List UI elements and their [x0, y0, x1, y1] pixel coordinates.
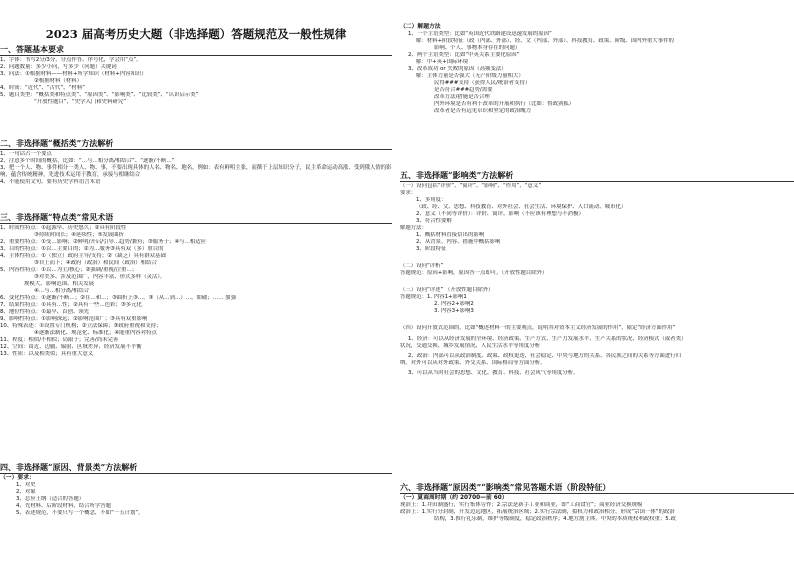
text-line: 解：中+英+国际环境 [416, 59, 469, 66]
section-heading: 一、答题基本要求 [0, 44, 392, 56]
text-line: 1、概括材料直接信出的影响 [416, 232, 485, 239]
text-line: 1、一句话占一个要点 [0, 151, 52, 157]
text-line: 6、变化性特点：①逐渐/不断…；②在…和…；③曲折上③…。③（从…到…）…，如破；…… 加强 [0, 295, 236, 302]
text-line: 政治上：1.实行分封制，开发边远地区，拓展统治区域；2.实行宗法制，拟权力和政治相分，形成“宗国一体”的政治 [400, 509, 675, 516]
sub-heading: （二）解题方法 [400, 24, 441, 30]
text-line: “开放性题目”，“史学入门和史料研究” [34, 99, 127, 106]
text-line: 2、政治：内部可以从政治制度、政策、政权更迭、社会稳定、中央与地方的关系、各民族之间的关系等方面进行归 [408, 353, 681, 360]
text-line: 10、特殊表述：①设置专门机构；②立法保障；③政府重视和支持； [0, 323, 162, 330]
section-common-terms [400, 482, 794, 523]
text-line: 3、问法：①根据材料——材料+所学知识（材料+内容知识） [0, 71, 147, 78]
text-line: 解题方法： [400, 225, 427, 232]
text-line: 4、时间：“近代”、“古代”、“材料” [0, 85, 85, 92]
text-line: 1、对史 [16, 482, 36, 488]
section-heading: 六、非选择题“原因类”“影响类”常见答题术语（阶段特征） [400, 482, 794, 494]
document-title: 2023 届高考历史大题（非选择题）答题规范及一般性规律 [45, 27, 347, 41]
text-line: 9、影响性特点：①影响深远；②影响范围广；③具有双重影响 [0, 316, 148, 323]
text-line: 5、题目类型：“概括类和特点类”、“原因类”、“影响类”、“比较类”、“认识启示类” [0, 92, 199, 99]
section-cause-background [0, 462, 392, 517]
sub-heading: （一）要求： [0, 475, 35, 481]
text-line: 3、总应土纲（适合的答题） [16, 496, 85, 503]
section-feature-terms [0, 212, 392, 358]
section-summary-method [0, 138, 392, 186]
text-line: 民得###支持（获得人民/统治者支持） [434, 80, 531, 87]
text-line: （三）设问“评述” （开放性题目除外） [400, 287, 494, 294]
text-line: 12、空间：由近、边疆、辐射、区域差异、经济发展不平衡 [0, 344, 142, 351]
section-basic-requirements [0, 44, 392, 106]
text-line: 2、问题数量：多少小问，写多少（问题）关键词 [0, 64, 117, 71]
text-line: （一）设问包括“评价”、“简评”、“影响”、“作用”、“意义” [400, 183, 542, 189]
text-line: 5、表述规范，不要只写一个概念，不如“一五计划”。 [16, 510, 144, 517]
section-heading: 三、非选择题“特点类”常见术语 [0, 212, 392, 224]
text-line: 内外环境是否有利于改革的开展和执行（比如：督政剑狐） [434, 101, 575, 108]
section-heading: 四、非选择题“原因、背景类”方法解析 [0, 462, 392, 474]
text-line: 2、从背景、内容、措施中概括影响 [416, 239, 501, 246]
text-line: 解：主体力量是否强大（无产阶级力量相大） [416, 73, 524, 80]
text-line: 影响、个人、事物本身存在的问题） [434, 45, 521, 52]
text-line: 11、程度：相似/不相似；局限于；完善/尚未完善 [0, 337, 119, 344]
text-line: 状况，交通交换、城乡发展情况、人民生活水平等角度分析 [400, 343, 541, 350]
text-line: 3、改革成功 or 失败的原因（高频变法） [408, 66, 507, 73]
text-line: 2、两个主语类型：比如“中英关系主要化原因” [408, 52, 520, 59]
text-line: 要求： [400, 190, 417, 197]
section-heading: 二、非选择题“概括类”方法解析 [0, 138, 392, 150]
text-line: 1、一个主语类型：比如“英国近代铁路建设迅速发展的原因” [408, 31, 552, 37]
text-line: 答题规范：原因+影响，原因答一点即可。（开放性题目除外） [400, 270, 548, 277]
text-line: 4、不能使用文句，要有历史学科语言术语 [0, 179, 101, 186]
text-line: 13、性质：以及相类似；具有重大意义 [0, 351, 94, 358]
text-line: 3、阶段特征 [416, 246, 447, 253]
text-line: 7、结果性特点：①具有…性；②具有一些…色彩；③多元化 [0, 302, 142, 309]
text-line: 1、经济：可以从经济发展的全环境、经济政策、生产方式、生产力发展水平、生产关系的状况、经济模式（或者类） [408, 336, 687, 343]
text-line: ③对美多、涉及范围广、内容丰富、形式多样（灵活）。 [34, 274, 166, 281]
text-line: 规模大、影响范围、相关发展 [24, 281, 95, 288]
text-line: 结构，3.推行礼乐制，维护等级制度，稳定政治秩序；4.地方割主体，中央的本质统权利政权重；5.政 [434, 516, 676, 523]
section-impact-method [400, 170, 794, 377]
text-line: 纳。对外可以从对外政策、外交关系、国际格局等方面分析。 [400, 360, 546, 367]
text-line: 解：材料+阶段特征（政（内部、外部）、经、文（内部、外部）、科技教育、政策、阶级、国内外重大事件的 [416, 38, 674, 45]
text-line: ③持续时间长；④延续性；⑤发展曲折 [34, 232, 124, 239]
text-line: ②根据材料（材料） [34, 78, 82, 85]
text-line: 3、把一个人、物、事件相分一类人、物、事，不要出现具体的人名、物名、地名，例如：表有鲜明主张，而撰于上层知识分子，民主革命运动高涨，受到俄人情的影响，蕴含传统精神，先进技术运用于教育，承接与相继结合 [0, 165, 392, 179]
text-line: 4、先材料、后阶段材料，结合所学答题 [16, 503, 112, 510]
text-line: ④逐渐法制化、规范化、标准化；④能重内容对特点 [34, 330, 157, 337]
section-heading: 五、非选择题“影响类”方法解析 [400, 170, 794, 182]
text-line: （二）设问“评析” [400, 263, 444, 270]
text-line: 现治上：1.井田制盛行，实行集体劳作；2.宗法是新手工业和商业，即“工商食官”；商业经济交换规模 [400, 502, 643, 508]
text-line: 3、目的性特点：①以…主要目的；②为…服务③具有双（多）重目的 [0, 246, 164, 253]
text-line: ③自上而下；④政府（政治）和民间（政治）相结合 [34, 260, 157, 267]
section-solving-method [400, 23, 794, 115]
text-line: （政、经、文、思想、科技教育、对外社会、社会生活、环境保护、人口流动、城市化） [416, 204, 627, 211]
text-line: 3. 内容3+影响3 [434, 308, 474, 315]
text-line: 1、多角度： [416, 197, 447, 204]
text-line: 1、时间性特点：①起源早、历史悠久；②具有阶段性 [0, 225, 127, 231]
text-line: 5、内容性特点：①以…为主/核心；②强调/重视/注重…； [0, 267, 138, 274]
sub-heading: （一）夏商周时期（约 20700—前 60） [400, 495, 508, 501]
text-line: 3、符合性要解 [416, 218, 452, 225]
text-line: ④…与…相分离/相结合 [34, 288, 90, 295]
text-line: 2、意义（不同等评价）：评价、简评、影响（不应该有理想与不消极） [416, 211, 584, 218]
text-line: （四）设问开放式范围的，比如“概述材料一的主要观点，说明其对资本主义经济发展的作用”，限定“经济方面作用” [400, 325, 676, 332]
text-line: 2、重要性特点：①受…影响；②鲜明/开启/引导…趋势/兼有；③服务于；④与…相适应 [0, 239, 207, 246]
text-line: 是否符合###趋势/需要 [434, 87, 493, 94]
text-line: 改革方法/措施是否合理 [434, 94, 490, 101]
text-line: 2. 内容2+影响2 [434, 301, 474, 308]
text-line: 3、可以从当时社会的思想、文化、教育、科技、社会风气等角度分析。 [408, 370, 579, 377]
text-line: 2、对象 [16, 489, 36, 496]
text-line: 答题规范：1. 内容1+影响1 [400, 294, 467, 301]
text-line: 4、主体性特点：①（独立）政府主导/支持；②（缺乏）具有群众基础 [0, 253, 166, 260]
text-line: 改革者是否有远见卓识和坚定的政治魄力 [434, 108, 532, 115]
text-line: 2、注意多个时间的概括，比如：“…与…相分离/相结合”、“逐渐/不断…” [0, 158, 175, 165]
text-line: 8、地位性特点：①最早、首创、领先 [0, 309, 90, 316]
text-line: 1、字体：书写2分/3分，分点作答、序号化，学会用“点”。 [0, 57, 142, 63]
